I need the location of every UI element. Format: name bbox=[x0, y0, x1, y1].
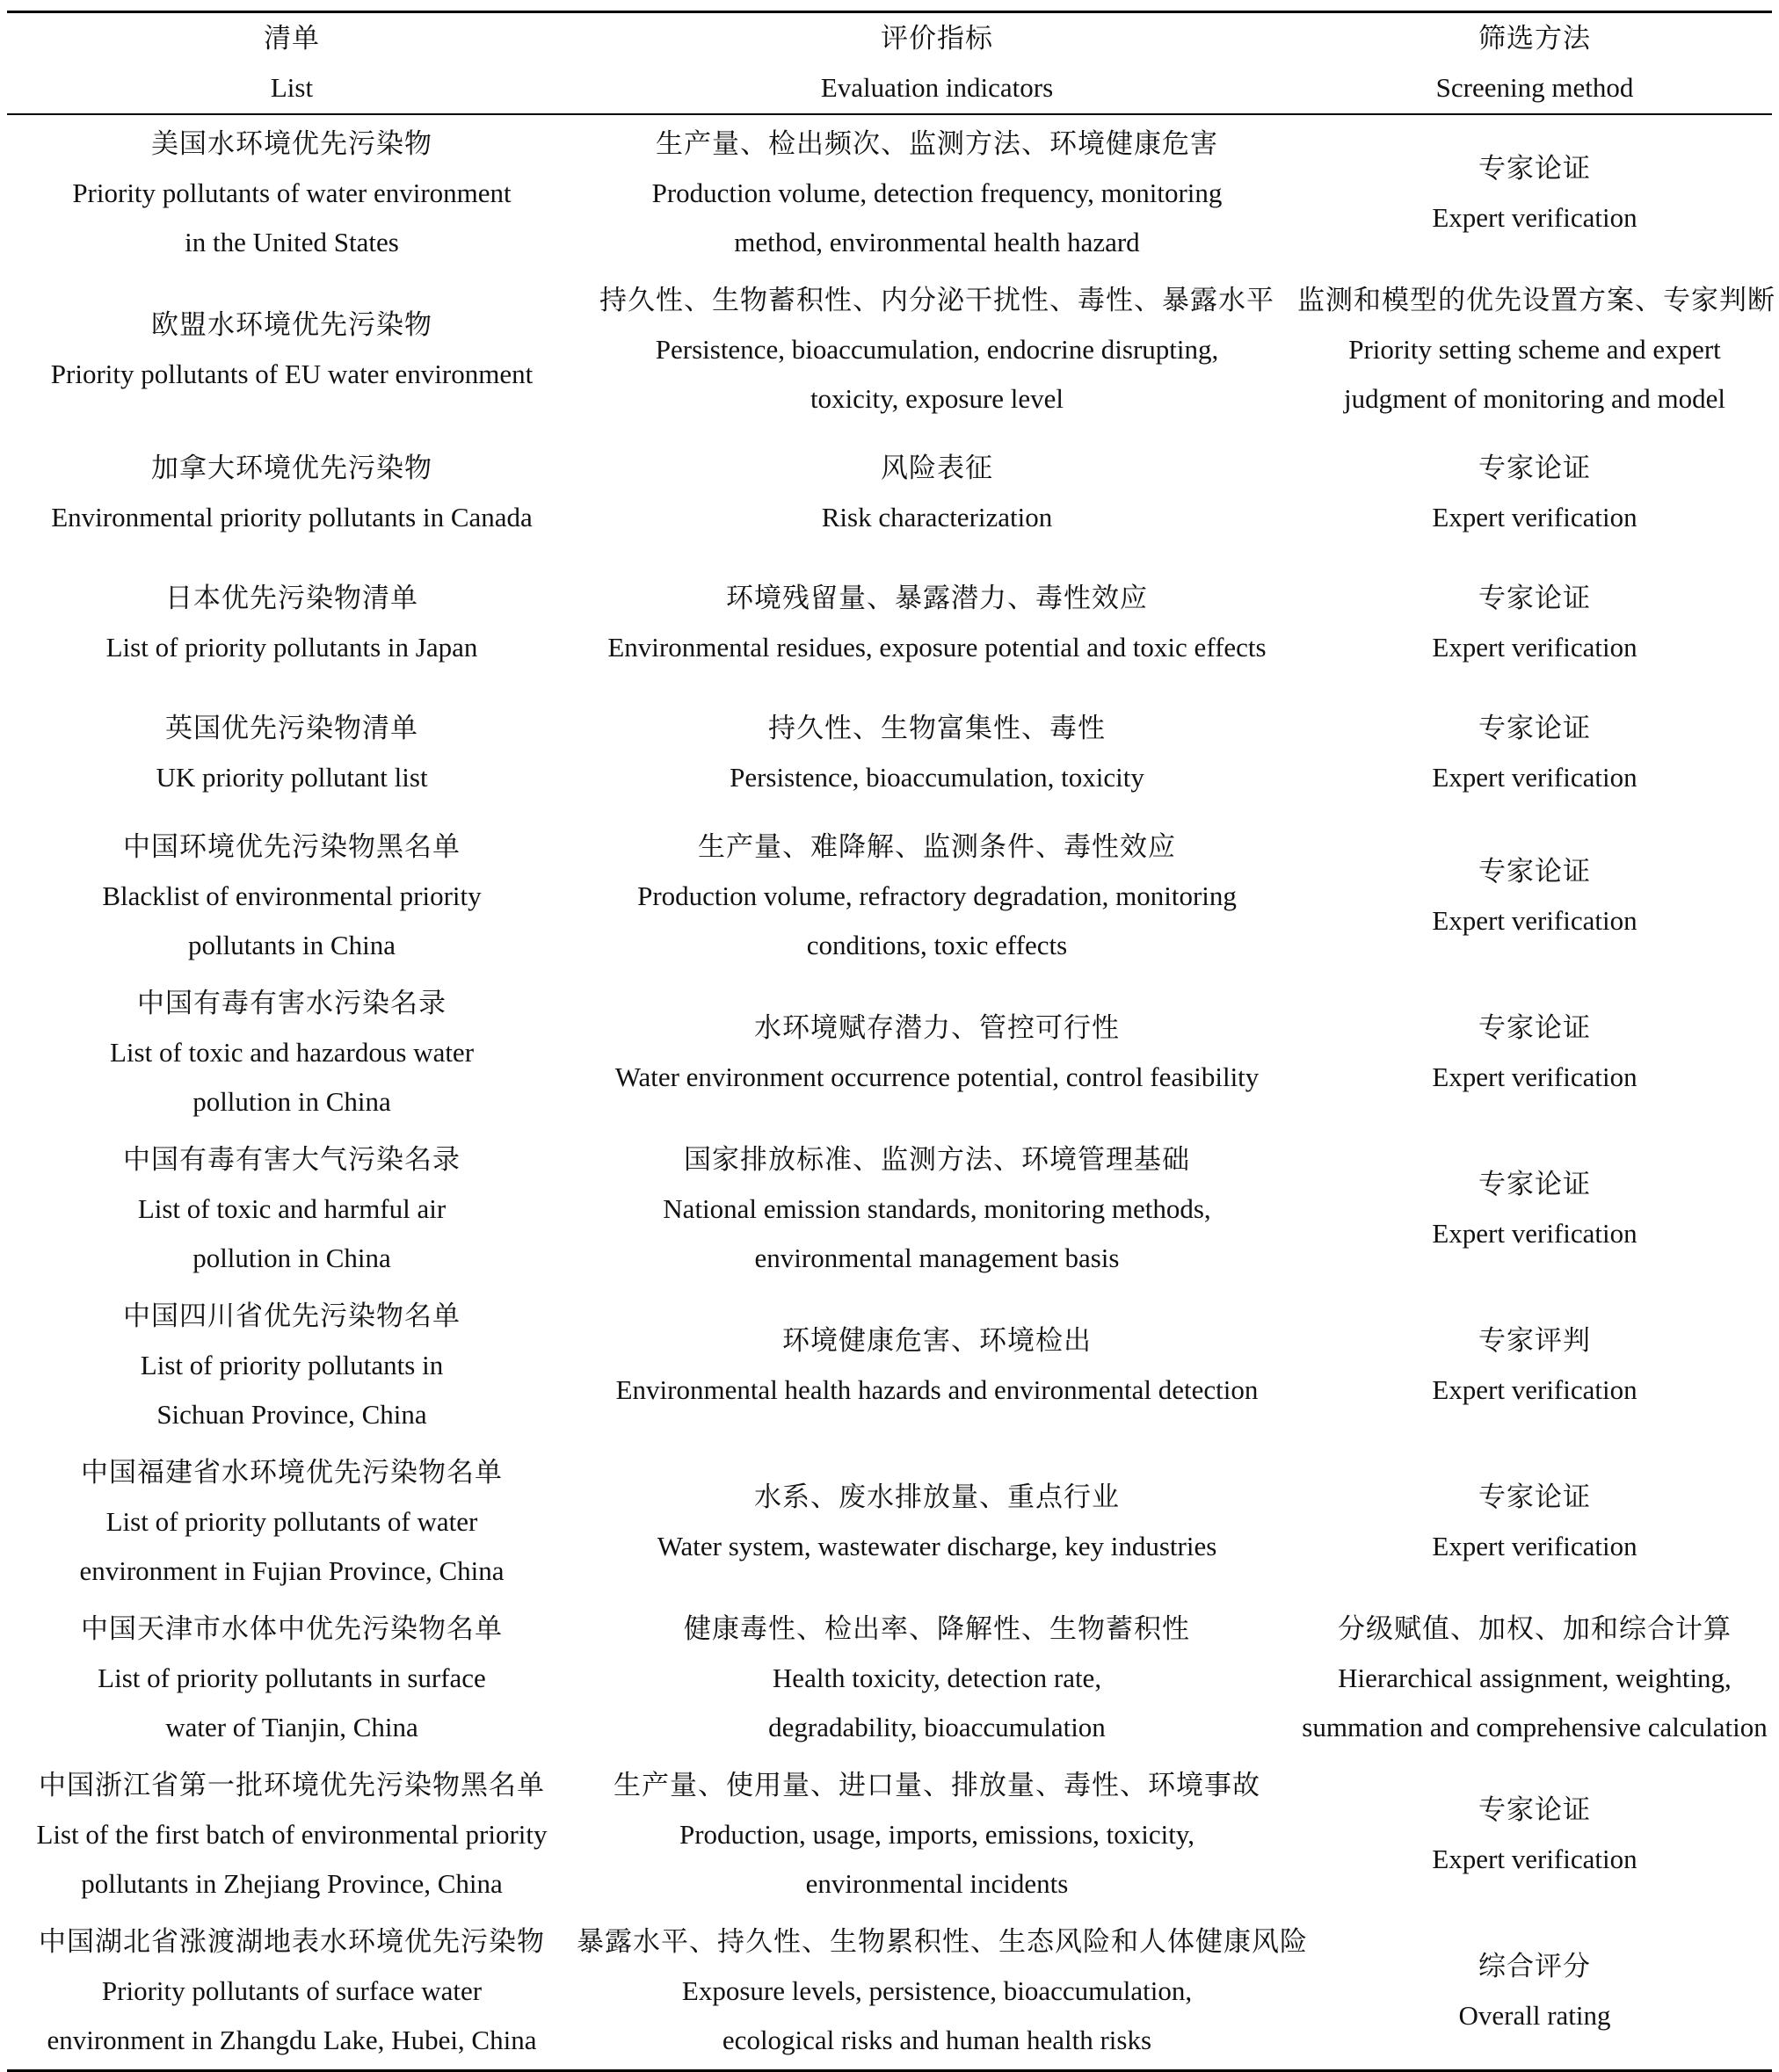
cell-indicators-en: Persistence, bioaccumulation, endocrine disrupting, bbox=[655, 334, 1219, 365]
cell-indicators-en: environmental incidents bbox=[805, 1868, 1069, 1899]
cell-indicators-en: method, environmental health hazard bbox=[734, 227, 1140, 257]
cell-indicators bbox=[577, 974, 1297, 1131]
cell-list bbox=[7, 1913, 577, 2071]
cell-method bbox=[1297, 1444, 1772, 1600]
cell-method-zh: 专家论证 bbox=[1478, 1012, 1591, 1044]
cell-method bbox=[1297, 1757, 1772, 1913]
cell-method-zh: 监测和模型的优先设置方案、专家判断 bbox=[1297, 285, 1775, 316]
cell-indicators-zh: 持久性、生物蓄积性、内分泌干扰性、毒性、暴露水平 bbox=[599, 285, 1274, 316]
cell-list-en: Environmental priority pollutants in Canada bbox=[51, 502, 533, 532]
cell-method-en: Overall rating bbox=[1458, 2000, 1611, 2031]
cell-method-en: Expert verification bbox=[1432, 1218, 1637, 1249]
cell-indicators-zh: 国家排放标准、监测方法、环境管理基础 bbox=[684, 1144, 1190, 1176]
cell-indicators-en: Persistence, bioaccumulation, toxicity bbox=[730, 762, 1144, 793]
cell-list-zh: 中国有毒有害大气污染名录 bbox=[123, 1144, 461, 1176]
table-row bbox=[7, 818, 1772, 974]
cell-list bbox=[7, 1757, 577, 1913]
cell-indicators-zh: 持久性、生物富集性、毒性 bbox=[768, 713, 1106, 744]
cell-method bbox=[1297, 974, 1772, 1131]
cell-method-zh: 专家论证 bbox=[1478, 153, 1591, 185]
header-row bbox=[7, 12, 1772, 115]
cell-indicators-en: toxicity, exposure level bbox=[810, 383, 1064, 414]
cell-method-en: Expert verification bbox=[1432, 1531, 1637, 1561]
cell-indicators bbox=[577, 818, 1297, 974]
table-row bbox=[7, 114, 1772, 272]
cell-list-en: Blacklist of environmental priority bbox=[102, 880, 482, 911]
cell-indicators-zh: 环境残留量、暴露潜力、毒性效应 bbox=[726, 583, 1148, 614]
cell-list-en: List of priority pollutants in surface bbox=[98, 1663, 486, 1693]
cell-indicators-en: Water environment occurrence potential, control feasibility bbox=[614, 1061, 1260, 1092]
cell-list-en: environment in Fujian Province, China bbox=[79, 1555, 505, 1586]
cell-indicators-en: Risk characterization bbox=[821, 502, 1053, 532]
cell-list-en: Priority pollutants of EU water environment bbox=[50, 359, 534, 389]
cell-indicators-zh: 生产量、使用量、进口量、排放量、毒性、环境事故 bbox=[614, 1770, 1260, 1801]
cell-list-zh: 中国浙江省第一批环境优先污染物黑名单 bbox=[39, 1770, 545, 1801]
table-row bbox=[7, 974, 1772, 1131]
cell-method-zh: 专家论证 bbox=[1478, 856, 1591, 887]
cell-list-en: UK priority pollutant list bbox=[156, 762, 428, 793]
cell-list bbox=[7, 818, 577, 974]
cell-indicators bbox=[577, 1600, 1297, 1757]
cell-method-zh: 专家论证 bbox=[1478, 453, 1591, 484]
cell-method-en: summation and comprehensive calculation bbox=[1302, 1712, 1768, 1742]
table-row bbox=[7, 558, 1772, 688]
cell-method bbox=[1297, 1131, 1772, 1287]
cell-method bbox=[1297, 428, 1772, 558]
header-method-zh: 筛选方法 bbox=[1478, 23, 1591, 54]
cell-indicators bbox=[577, 1131, 1297, 1287]
cell-method bbox=[1297, 114, 1772, 272]
cell-list-en: List of the first batch of environmental priority bbox=[36, 1819, 548, 1850]
cell-method bbox=[1297, 272, 1775, 428]
table-row bbox=[7, 1131, 1772, 1287]
cell-method-en: Expert verification bbox=[1432, 632, 1637, 663]
cell-indicators bbox=[577, 1913, 1308, 2071]
priority-pollutants-table bbox=[7, 11, 1775, 2072]
cell-list-zh: 日本优先污染物清单 bbox=[165, 583, 418, 614]
table-row bbox=[7, 1757, 1772, 1913]
header-method bbox=[1297, 12, 1772, 115]
cell-indicators-en: Production volume, refractory degradation, monitoring bbox=[637, 880, 1237, 911]
cell-indicators-en: ecological risks and human health risks bbox=[722, 2025, 1152, 2055]
header-indicators bbox=[577, 12, 1297, 115]
cell-list bbox=[7, 272, 577, 428]
cell-list-en: List of toxic and hazardous water bbox=[109, 1037, 475, 1068]
header-list bbox=[7, 12, 577, 115]
cell-list-zh: 中国有毒有害水污染名录 bbox=[137, 988, 447, 1019]
cell-list-en: environment in Zhangdu Lake, Hubei, China bbox=[47, 2025, 537, 2055]
table-row bbox=[7, 1444, 1772, 1600]
cell-indicators bbox=[577, 558, 1297, 688]
cell-list-zh: 中国湖北省涨渡湖地表水环境优先污染物 bbox=[39, 1926, 545, 1958]
cell-indicators-zh: 水系、废水排放量、重点行业 bbox=[754, 1482, 1120, 1513]
table-row bbox=[7, 1913, 1772, 2071]
header-method-en: Screening method bbox=[1435, 72, 1634, 103]
cell-list-zh: 欧盟水环境优先污染物 bbox=[151, 309, 432, 341]
cell-method-en: Priority setting scheme and expert bbox=[1348, 334, 1721, 365]
cell-method bbox=[1297, 558, 1772, 688]
cell-list-en: List of priority pollutants of water bbox=[105, 1506, 478, 1537]
table-header bbox=[7, 12, 1772, 115]
cell-method-zh: 专家论证 bbox=[1478, 713, 1591, 744]
cell-method-en: Expert verification bbox=[1432, 905, 1637, 936]
cell-indicators-zh: 水环境赋存潜力、管控可行性 bbox=[754, 1012, 1120, 1044]
cell-indicators-en: Environmental residues, exposure potential and toxic effects bbox=[607, 632, 1267, 663]
cell-indicators-zh: 健康毒性、检出率、降解性、生物蓄积性 bbox=[684, 1613, 1190, 1645]
cell-method-zh: 专家论证 bbox=[1478, 1482, 1591, 1513]
cell-list bbox=[7, 428, 577, 558]
cell-indicators bbox=[577, 272, 1297, 428]
cell-list-zh: 美国水环境优先污染物 bbox=[151, 128, 432, 160]
header-list-en: List bbox=[270, 72, 314, 103]
cell-indicators-en: Environmental health hazards and environmental detection bbox=[615, 1374, 1259, 1405]
cell-list bbox=[7, 1600, 577, 1757]
cell-list bbox=[7, 1287, 577, 1444]
cell-list bbox=[7, 1444, 577, 1600]
cell-indicators-zh: 风险表征 bbox=[881, 453, 993, 484]
cell-indicators bbox=[577, 428, 1297, 558]
cell-method-en: judgment of monitoring and model bbox=[1344, 383, 1725, 414]
cell-list-en: Sichuan Province, China bbox=[156, 1399, 427, 1430]
cell-list-en: water of Tianjin, China bbox=[165, 1712, 418, 1742]
cell-indicators bbox=[577, 1757, 1297, 1913]
cell-list bbox=[7, 558, 577, 688]
cell-indicators-zh: 暴露水平、持久性、生物累积性、生态风险和人体健康风险 bbox=[577, 1926, 1308, 1958]
cell-method-en: Expert verification bbox=[1432, 1374, 1637, 1405]
cell-indicators bbox=[577, 1287, 1297, 1444]
cell-list-en: pollutants in China bbox=[188, 930, 396, 960]
cell-indicators-en: degradability, bioaccumulation bbox=[768, 1712, 1106, 1742]
cell-list-en: List of priority pollutants in Japan bbox=[105, 632, 478, 663]
cell-method-zh: 分级赋值、加权、加和综合计算 bbox=[1338, 1613, 1732, 1645]
cell-indicators-en: Health toxicity, detection rate, bbox=[772, 1663, 1102, 1693]
cell-list bbox=[7, 114, 577, 272]
header-indicators-en: Evaluation indicators bbox=[820, 72, 1054, 103]
cell-list-en: Priority pollutants of water environment bbox=[72, 177, 512, 208]
cell-list-zh: 中国环境优先污染物黑名单 bbox=[123, 831, 461, 863]
table-row bbox=[7, 428, 1772, 558]
cell-method bbox=[1297, 688, 1772, 818]
cell-list bbox=[7, 688, 577, 818]
cell-method bbox=[1297, 818, 1772, 974]
cell-method bbox=[1297, 1913, 1772, 2071]
cell-method-zh: 专家论证 bbox=[1478, 1169, 1591, 1200]
cell-list-en: Priority pollutants of surface water bbox=[101, 1975, 483, 2006]
cell-indicators-zh: 环境健康危害、环境检出 bbox=[782, 1325, 1092, 1357]
cell-indicators-zh: 生产量、检出频次、监测方法、环境健康危害 bbox=[656, 128, 1218, 160]
cell-list-zh: 中国四川省优先污染物名单 bbox=[123, 1300, 461, 1332]
cell-indicators-en: Water system, wastewater discharge, key industries bbox=[657, 1531, 1217, 1561]
cell-indicators-en: environmental management basis bbox=[754, 1242, 1120, 1273]
header-list-zh: 清单 bbox=[264, 23, 320, 54]
cell-list-en: List of toxic and harmful air bbox=[137, 1193, 447, 1224]
cell-list-en: pollution in China bbox=[192, 1242, 391, 1273]
cell-indicators-en: Production volume, detection frequency, monitoring bbox=[651, 177, 1223, 208]
cell-list-zh: 英国优先污染物清单 bbox=[165, 713, 418, 744]
cell-list-zh: 中国天津市水体中优先污染物名单 bbox=[81, 1613, 503, 1645]
cell-indicators bbox=[577, 114, 1297, 272]
table-row bbox=[7, 1287, 1772, 1444]
cell-method-en: Expert verification bbox=[1432, 502, 1637, 532]
cell-indicators-en: National emission standards, monitoring methods, bbox=[663, 1193, 1211, 1224]
table-row bbox=[7, 272, 1772, 428]
cell-list bbox=[7, 974, 577, 1131]
cell-list-en: in the United States bbox=[185, 227, 399, 257]
cell-indicators-en: Production, usage, imports, emissions, toxicity, bbox=[679, 1819, 1195, 1850]
cell-indicators bbox=[577, 1444, 1297, 1600]
cell-method-zh: 专家评判 bbox=[1478, 1325, 1591, 1357]
cell-method-en: Expert verification bbox=[1432, 202, 1637, 233]
cell-list bbox=[7, 1131, 577, 1287]
cell-method-zh: 专家论证 bbox=[1478, 583, 1591, 614]
cell-list-zh: 加拿大环境优先污染物 bbox=[151, 453, 432, 484]
cell-list-en: List of priority pollutants in bbox=[140, 1350, 444, 1380]
cell-list-en: pollution in China bbox=[192, 1086, 391, 1117]
cell-list-zh: 中国福建省水环境优先污染物名单 bbox=[81, 1457, 503, 1489]
cell-indicators bbox=[577, 688, 1297, 818]
header-indicators-zh: 评价指标 bbox=[881, 23, 993, 54]
cell-method bbox=[1297, 1600, 1772, 1757]
cell-indicators-zh: 生产量、难降解、监测条件、毒性效应 bbox=[698, 831, 1176, 863]
cell-method-zh: 专家论证 bbox=[1478, 1794, 1591, 1826]
cell-method-en: Hierarchical assignment, weighting, bbox=[1338, 1663, 1732, 1693]
cell-method-en: Expert verification bbox=[1432, 1844, 1637, 1874]
cell-indicators-en: conditions, toxic effects bbox=[806, 930, 1068, 960]
table-body bbox=[7, 114, 1775, 2071]
cell-method-en: Expert verification bbox=[1432, 762, 1637, 793]
priority-pollutants-table-container bbox=[7, 11, 1775, 2072]
table-row bbox=[7, 1600, 1772, 1757]
cell-method-zh: 综合评分 bbox=[1478, 1951, 1591, 1982]
cell-indicators-en: Exposure levels, persistence, bioaccumulation, bbox=[681, 1975, 1193, 2006]
cell-method-en: Expert verification bbox=[1432, 1061, 1637, 1092]
cell-list-en: pollutants in Zhejiang Province, China bbox=[81, 1868, 503, 1899]
table-row bbox=[7, 688, 1772, 818]
cell-method bbox=[1297, 1287, 1772, 1444]
